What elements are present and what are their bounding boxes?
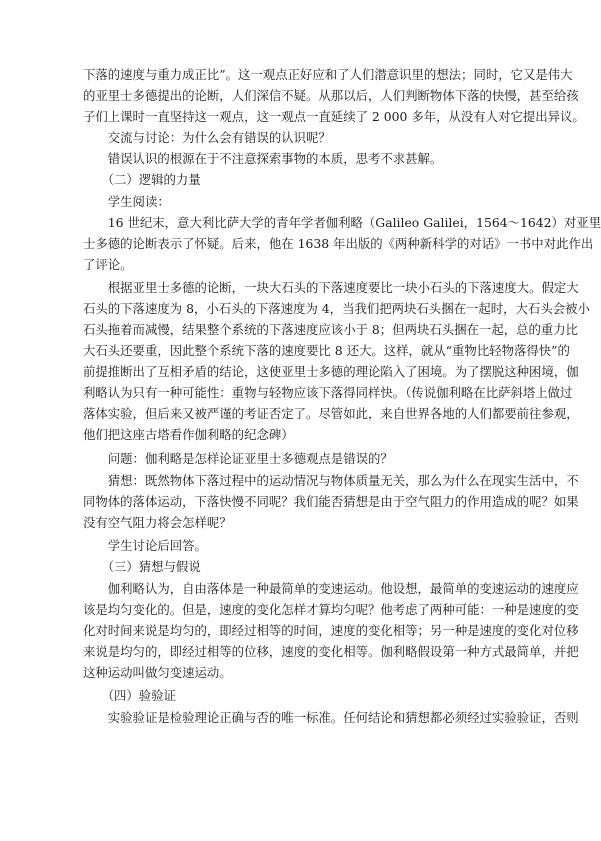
text-line: （三）猜想与假说	[83, 559, 201, 574]
section-heading-verification	[83, 685, 526, 706]
text-line: 利略认为只有一种可能性：重物与轻物应该下落得同样快。（传说伽利略在比萨斜塔上做过	[83, 385, 573, 400]
text-line: 实验验证是检验理论正确与否的唯一标准。任何结论和猜想都必须经过实验验证，否则	[83, 710, 579, 725]
text-line: 16 世纪末，意大利比萨大学的青年学者伽利略（Galileo Galilei，1564～1642）对亚里	[83, 215, 601, 230]
text-line: 子们上课时一直坚持这一观点，这一观点一直延续了 2 000 多年，从没有人对它提出异议。	[83, 109, 585, 124]
text-line: 没有空气阻力将会怎样呢？	[83, 515, 232, 530]
paragraph-galileo-doubt	[83, 212, 601, 275]
text-line: （四）验验证	[83, 688, 176, 703]
paragraph-uniform-change	[83, 578, 579, 683]
text-line: 该是均匀变化的。但是，速度的变化怎样才算均匀呢？他考虑了两种可能：一种是速度的变	[83, 602, 579, 617]
text-line: 了评论。	[83, 257, 133, 272]
paragraph-student-answer	[83, 535, 526, 556]
text-line: 问题：伽利略是怎样论证亚里士多德观点是错误的？	[83, 451, 393, 466]
text-line: 学生阅读：	[83, 194, 170, 209]
text-line: 学生讨论后回答。	[83, 538, 207, 553]
text-line: 石头拖着而减慢，结果整个系统的下落速度应该小于 8；但两块石头捆在一起，总的重力比	[83, 322, 579, 337]
text-line: 来说是均匀的，即经过相等的位移，速度的变化相等。伽利略假设第一种方式最简单，并把	[83, 644, 579, 659]
section-heading-logic	[83, 169, 526, 190]
text-line: 前提推断出了互相矛盾的结论，这使亚里士多德的理论陷入了困境。为了摆脱这种困境，伽	[83, 364, 579, 379]
text-line: 交流与讨论：为什么会有错误的认识呢？	[83, 130, 331, 145]
text-line: 石头的下落速度为 8，小石头的下落速度为 4，当我们把两块石头捆在一起时，大石头会被小	[83, 301, 590, 316]
text-line: 伽利略认为，自由落体是一种最简单的变速运动。他设想，最简单的变速运动的速度应	[83, 581, 579, 596]
text-line: 下落的速度与重力成正比”。这一观点正好应和了人们潜意识里的想法；同时，它又是伟大	[83, 67, 573, 82]
paragraph-stone-argument	[83, 277, 590, 445]
paragraph-question	[83, 448, 526, 469]
paragraph-student-reading	[83, 191, 526, 212]
text-line: 错误认识的根源在于不注意探索事物的本质，思考不求甚解。	[83, 151, 443, 166]
paragraph-conjecture	[83, 470, 579, 533]
text-line: 这种运动叫做匀变速运动。	[83, 665, 232, 680]
text-line: 他们把这座古塔看作伽利略的纪念碑）	[83, 427, 294, 442]
section-heading-hypothesis	[83, 556, 526, 577]
text-line: 的亚里士多德提出的论断，人们深信不疑。从那以后，人们判断物体下落的快慢，甚至给孩	[83, 88, 579, 103]
text-line: （二）逻辑的力量	[83, 172, 201, 187]
text-line: 根据亚里士多德的论断，一块大石头的下落速度要比一块小石头的下落速度大。假定大	[83, 280, 579, 295]
text-line: 落体实验，但后来又被严谨的考证否定了。尽管如此，来自世界各地的人们都要前往参观，	[83, 406, 579, 421]
text-line: 士多德的论断表示了怀疑。后来，他在 1638 年出版的《两种新科学的对话》一书中对此作出	[83, 236, 594, 251]
paragraph-discussion	[83, 127, 526, 148]
text-line: 猜想：既然物体下落过程中的运动情况与物体质量无关，那么为什么在现实生活中，不	[83, 473, 579, 488]
paragraph-error-root	[83, 148, 526, 169]
paragraph-conclusion	[83, 64, 585, 127]
text-line: 化对时间来说是均匀的，即经过相等的时间，速度的变化相等；另一种是速度的变化对位移	[83, 623, 579, 638]
text-line: 同物体的落体运动，下落快慢不同呢？我们能否猜想是由于空气阻力的作用造成的呢？如果	[83, 494, 579, 509]
paragraph-experiment	[83, 707, 579, 728]
text-line: 大石头还要重，因此整个系统下落的速度要比 8 还大。这样，就从“重物比轻物落得快”的	[83, 343, 570, 358]
